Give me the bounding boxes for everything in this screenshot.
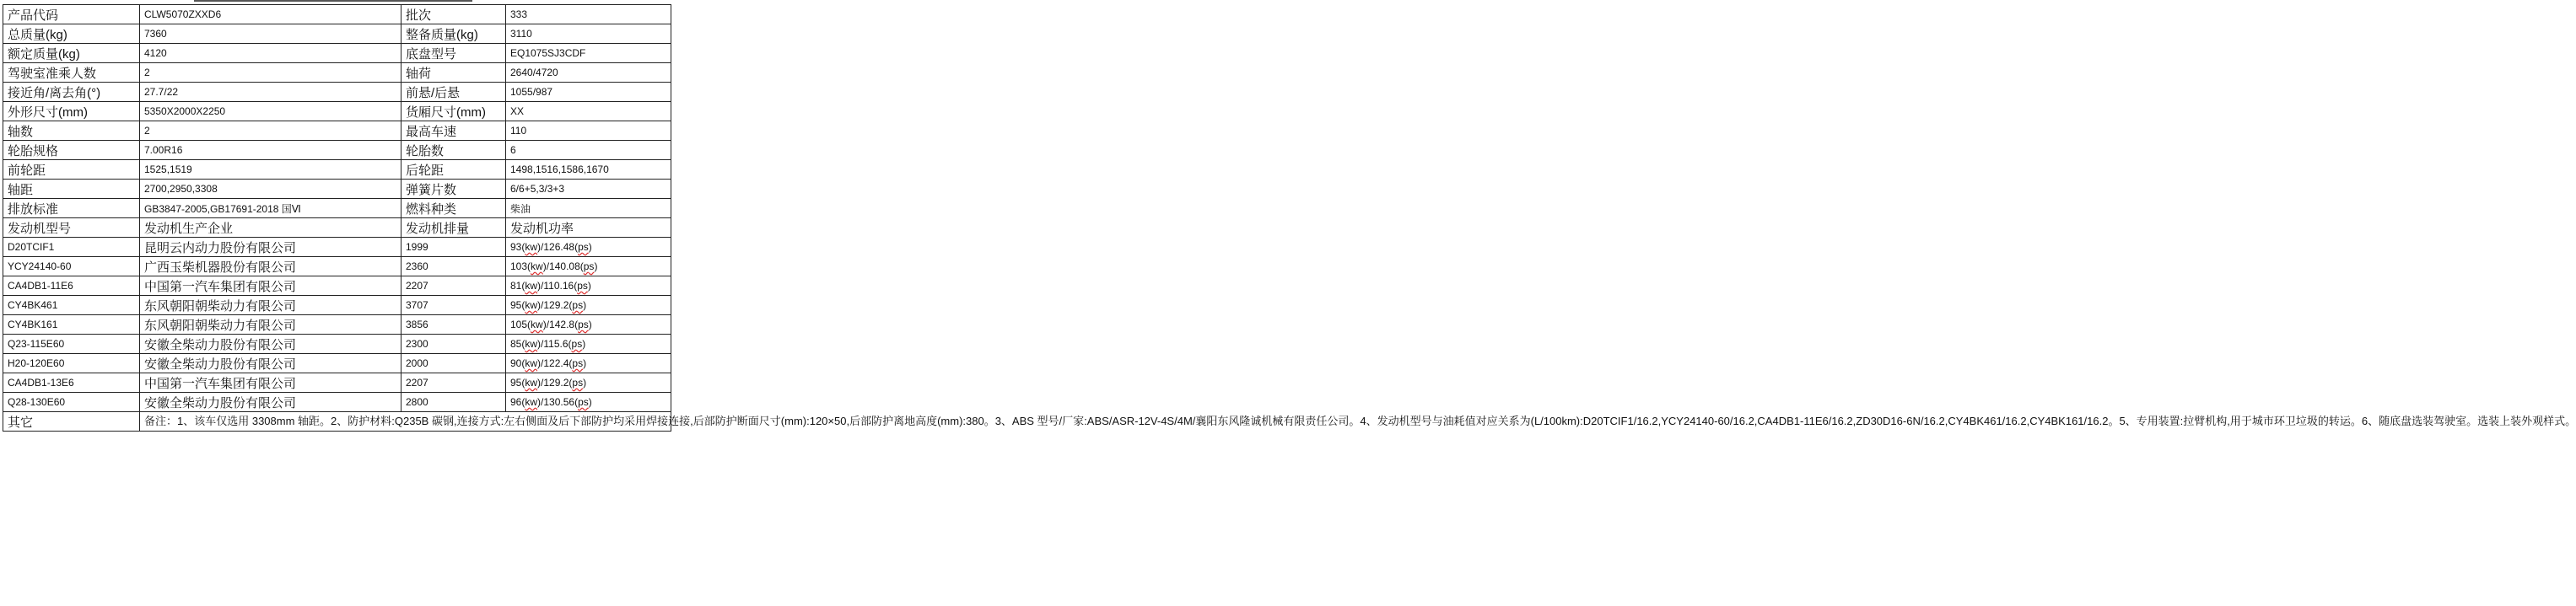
spec-value: 1525,1519 <box>140 160 401 180</box>
power-kw-unit: kw <box>525 241 538 253</box>
spec-label: 最高车速 <box>401 121 506 141</box>
power-ps-value: 126.48 <box>543 241 575 253</box>
spec-value: 7360 <box>140 24 401 44</box>
power-kw-value: 90 <box>510 357 522 369</box>
spec-label: 驾驶室准乘人数 <box>3 63 140 83</box>
engine-model: CY4BK461 <box>3 296 140 315</box>
engine-maker: 安徽全柴动力股份有限公司 <box>140 335 401 354</box>
spec-label: 额定质量(kg) <box>3 44 140 63</box>
power-kw-unit: kw <box>525 377 538 389</box>
power-ps-value: 129.2 <box>543 299 569 311</box>
power-ps-unit: ps <box>572 357 584 369</box>
spec-row <box>3 63 671 83</box>
spec-row <box>3 102 671 121</box>
spec-label: 前悬/后悬 <box>401 83 506 102</box>
spec-value: 5350X2000X2250 <box>140 102 401 121</box>
power-kw-unit: kw <box>525 280 538 292</box>
spec-row <box>3 121 671 141</box>
engine-power: 105(kw)/142.8(ps) <box>506 315 671 335</box>
power-kw-unit: kw <box>525 338 538 350</box>
engine-model: D20TCIF1 <box>3 238 140 257</box>
engine-row <box>3 373 671 393</box>
engine-row <box>3 296 671 315</box>
spec-label: 前轮距 <box>3 160 140 180</box>
engine-model: CA4DB1-11E6 <box>3 276 140 296</box>
spec-value: 110 <box>506 121 671 141</box>
spec-row <box>3 180 671 199</box>
spec-label: 总质量(kg) <box>3 24 140 44</box>
spec-value: 2 <box>140 63 401 83</box>
power-ps-value: 122.4 <box>543 357 569 369</box>
top-edge-line <box>194 0 472 2</box>
engine-model: YCY24140-60 <box>3 257 140 276</box>
power-kw-value: 93 <box>510 241 522 253</box>
spec-label: 轴数 <box>3 121 140 141</box>
spec-row <box>3 83 671 102</box>
engine-maker: 中国第一汽车集团有限公司 <box>140 276 401 296</box>
remarks-note: 备注：1、该车仅选用 3308mm 轴距。2、防护材料:Q235B 碳钢,连接方式:左右侧面及后下部防护均采用焊接连接,后部防护断面尺寸(mm):120×50,后部防护离地高度(mm):380。3、ABS 型号/厂家:ABS/ASR-12V-4S/4M/襄阳东风隆诚机械有限责任公司。4、发动机型号与油耗值对应关系为(L/100km):D20TCIF1/16.2,YCY24140-60/16.2,CA4DB1-11E6/16.2,ZD30D16-6N/16.2,CY4BK461/16.2,CY4BK161/16.2。5、专用装置:拉臂机构,用于城市环卫垃圾的转运。6、随底盘选装驾驶室。选装上装外观样式。 <box>140 412 671 432</box>
spec-value: 1498,1516,1586,1670 <box>506 160 671 180</box>
power-ps-unit: ps <box>577 280 588 292</box>
power-ps-unit: ps <box>572 299 584 311</box>
spec-row <box>3 141 671 160</box>
engine-displacement: 2207 <box>401 373 506 393</box>
engine-maker: 东风朝阳朝柴动力有限公司 <box>140 296 401 315</box>
engine-displacement-header: 发动机排量 <box>401 218 506 238</box>
engine-maker: 安徽全柴动力股份有限公司 <box>140 354 401 373</box>
power-ps-value: 110.16 <box>543 280 574 292</box>
engine-power: 93(kw)/126.48(ps) <box>506 238 671 257</box>
engine-displacement: 2207 <box>401 276 506 296</box>
spec-label: 燃料种类 <box>401 199 506 218</box>
engine-power: 90(kw)/122.4(ps) <box>506 354 671 373</box>
engine-model: H20-120E60 <box>3 354 140 373</box>
power-kw-value: 96 <box>510 396 522 408</box>
spec-label: 轮胎规格 <box>3 141 140 160</box>
power-kw-value: 103 <box>510 260 528 272</box>
engine-displacement: 2000 <box>401 354 506 373</box>
power-kw-unit: kw <box>525 396 538 408</box>
engine-power: 81(kw)/110.16(ps) <box>506 276 671 296</box>
engine-displacement: 3856 <box>401 315 506 335</box>
power-kw-unit: kw <box>531 319 543 330</box>
spec-value: 6/6+5,3/3+3 <box>506 180 671 199</box>
engine-power: 85(kw)/115.6(ps) <box>506 335 671 354</box>
power-ps-value: 129.2 <box>543 377 569 389</box>
spec-value: 27.7/22 <box>140 83 401 102</box>
engine-power: 96(kw)/130.56(ps) <box>506 393 671 412</box>
engine-displacement: 2800 <box>401 393 506 412</box>
power-kw-value: 85 <box>510 338 522 350</box>
spec-value: 1055/987 <box>506 83 671 102</box>
engine-maker: 安徽全柴动力股份有限公司 <box>140 393 401 412</box>
engine-model: Q28-130E60 <box>3 393 140 412</box>
spec-value: XX <box>506 102 671 121</box>
spec-value: 柴油 <box>506 199 671 218</box>
power-ps-unit: ps <box>578 241 589 253</box>
engine-row <box>3 276 671 296</box>
engine-power-header: 发动机功率 <box>506 218 671 238</box>
engine-row <box>3 315 671 335</box>
power-ps-unit: ps <box>571 338 583 350</box>
spec-value: 7.00R16 <box>140 141 401 160</box>
engine-maker: 昆明云内动力股份有限公司 <box>140 238 401 257</box>
engine-header-row <box>3 218 671 238</box>
power-ps-value: 140.08 <box>549 260 580 272</box>
spec-value: 4120 <box>140 44 401 63</box>
spec-label: 产品代码 <box>3 5 140 24</box>
spec-label: 排放标准 <box>3 199 140 218</box>
spec-value: 2640/4720 <box>506 63 671 83</box>
other-row <box>3 412 671 432</box>
spec-row <box>3 24 671 44</box>
spec-value: 333 <box>506 5 671 24</box>
spec-label: 后轮距 <box>401 160 506 180</box>
spec-label: 轴荷 <box>401 63 506 83</box>
power-ps-value: 130.56 <box>543 396 575 408</box>
power-kw-value: 95 <box>510 299 522 311</box>
engine-maker-header: 发动机生产企业 <box>140 218 401 238</box>
engine-maker: 东风朝阳朝柴动力有限公司 <box>140 315 401 335</box>
power-ps-value: 142.8 <box>549 319 575 330</box>
engine-row <box>3 393 671 412</box>
engine-model: CA4DB1-13E6 <box>3 373 140 393</box>
spec-value: 3110 <box>506 24 671 44</box>
power-ps-unit: ps <box>578 396 589 408</box>
spec-value: 6 <box>506 141 671 160</box>
engine-maker: 中国第一汽车集团有限公司 <box>140 373 401 393</box>
spec-label: 轮胎数 <box>401 141 506 160</box>
spec-row <box>3 160 671 180</box>
spec-table-body <box>3 5 2576 432</box>
engine-row <box>3 335 671 354</box>
other-label: 其它 <box>3 412 140 432</box>
engine-row <box>3 354 671 373</box>
spec-value: 2 <box>140 121 401 141</box>
power-kw-value: 95 <box>510 377 522 389</box>
spec-value: GB3847-2005,GB17691-2018 国Ⅵ <box>140 199 401 218</box>
engine-row <box>3 257 671 276</box>
spec-value: 2700,2950,3308 <box>140 180 401 199</box>
spec-label: 轴距 <box>3 180 140 199</box>
spec-value: CLW5070ZXXD6 <box>140 5 401 24</box>
power-kw-value: 81 <box>510 280 522 292</box>
engine-power: 95(kw)/129.2(ps) <box>506 296 671 315</box>
vehicle-spec-table <box>3 4 2576 432</box>
power-ps-unit: ps <box>578 319 589 330</box>
power-kw-unit: kw <box>531 260 543 272</box>
engine-model-header: 发动机型号 <box>3 218 140 238</box>
engine-power: 103(kw)/140.08(ps) <box>506 257 671 276</box>
power-kw-unit: kw <box>525 357 538 369</box>
spec-label: 批次 <box>401 5 506 24</box>
power-kw-value: 105 <box>510 319 528 330</box>
spec-label: 外形尺寸(mm) <box>3 102 140 121</box>
spec-label: 整备质量(kg) <box>401 24 506 44</box>
engine-power: 95(kw)/129.2(ps) <box>506 373 671 393</box>
power-ps-value: 115.6 <box>543 338 569 350</box>
engine-displacement: 3707 <box>401 296 506 315</box>
spec-label: 货厢尺寸(mm) <box>401 102 506 121</box>
engine-displacement: 1999 <box>401 238 506 257</box>
spec-label: 弹簧片数 <box>401 180 506 199</box>
power-ps-unit: ps <box>583 260 595 272</box>
engine-row <box>3 238 671 257</box>
engine-model: CY4BK161 <box>3 315 140 335</box>
engine-maker: 广西玉柴机器股份有限公司 <box>140 257 401 276</box>
spec-row <box>3 199 671 218</box>
spec-label: 接近角/离去角(°) <box>3 83 140 102</box>
engine-model: Q23-115E60 <box>3 335 140 354</box>
spec-row <box>3 44 671 63</box>
spec-value: EQ1075SJ3CDF <box>506 44 671 63</box>
engine-displacement: 2300 <box>401 335 506 354</box>
power-kw-unit: kw <box>525 299 538 311</box>
power-ps-unit: ps <box>572 377 584 389</box>
spec-label: 底盘型号 <box>401 44 506 63</box>
spec-row <box>3 5 671 24</box>
engine-displacement: 2360 <box>401 257 506 276</box>
